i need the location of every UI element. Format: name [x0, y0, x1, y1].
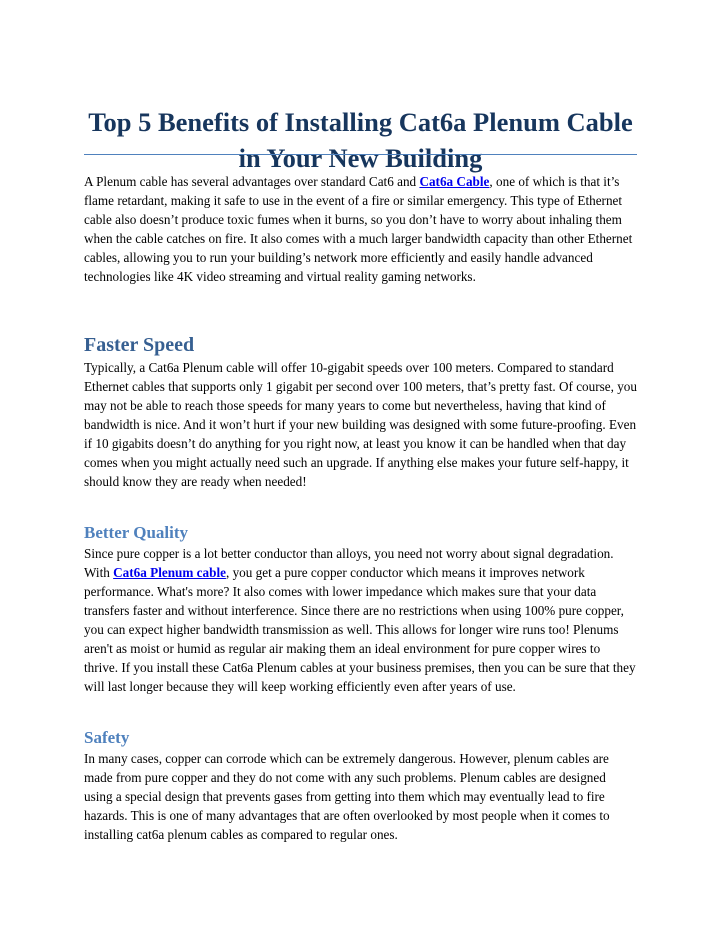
intro-paragraph [84, 172, 637, 286]
cat6a-plenum-cable-link[interactable]: Cat6a Plenum cable [113, 565, 226, 580]
better-quality-paragraph [84, 544, 637, 696]
safety-paragraph: In many cases, copper can corrode which can be extremely dangerous. However, plenum cables are made from pure copper and they do not come with any such problems. Plenum cables are designed using a special design that prevents gases from getting into them which may eventually lead to fire hazards. This is one of many advantages that are often overlooked by most people when it comes to installing cat6a plenum cables as compared to regular ones. [84, 751, 610, 842]
faster-speed-paragraph: Typically, a Cat6a Plenum cable will offer 10-gigabit speeds over 100 meters. Compared to standard Ethernet cables that supports only 1 gigabit per second over 100 meters, that’s pretty fast. Of course, you may not be able to reach those speeds for many years to come but nevertheless, having that kind of bandwidth is nice. And it won’t hurt if your new building was designed with some future-proofing. Even if 10 gigabits doesn’t do anything for you right now, at least you know it can be handled when that day comes when you might actually need such an upgrade. If anything else makes your future self-happy, it should know they are ready when needed! [84, 360, 637, 489]
title-divider [84, 154, 637, 155]
section-heading-safety: Safety [84, 728, 130, 747]
section-heading-faster-speed: Faster Speed [84, 334, 195, 356]
better-quality-text-before-link: Since pure copper is a lot better conductor than alloys, you need not worry about signal degradation. With [84, 546, 614, 580]
cat6a-cable-link[interactable]: Cat6a Cable [419, 174, 490, 189]
page-title: Top 5 Benefits of Installing Cat6a Plenum Cable in Your New Building [88, 106, 633, 173]
section-heading-better-quality: Better Quality [84, 523, 189, 542]
intro-text-after-link: , one of which is that it’s flame retardant, making it safe to use in the event of a fire or similar emergency. This type of Ethernet cable also doesn’t produce toxic fumes when it burns, so you don’t have to worry about inhaling them when the cable catches on fire. It also comes with a much larger bandwidth capacity than other Ethernet cables, allowing you to run your building’s network more efficiently and easily handle advanced technologies like 4K video streaming and virtual reality gaming networks. [84, 174, 633, 284]
better-quality-text-after-link: , you get a pure copper conductor which means it improves network performance. What's more? It also comes with lower impedance which makes sure that your data transfers faster and without interference. Since there are no restrictions when using 100% pure copper, you can expect higher bandwidth transmission as well. This allows for longer wire runs too! Plenums aren't as moist or humid as regular air making them an ideal environment for pure copper wires to thrive. If you install these Cat6a Plenum cables at your business premises, then you can be sure that they will last longer because they will keep working efficiently even after years of use. [84, 565, 636, 694]
intro-text-before-link: A Plenum cable has several advantages over standard Cat6 and [84, 174, 420, 189]
